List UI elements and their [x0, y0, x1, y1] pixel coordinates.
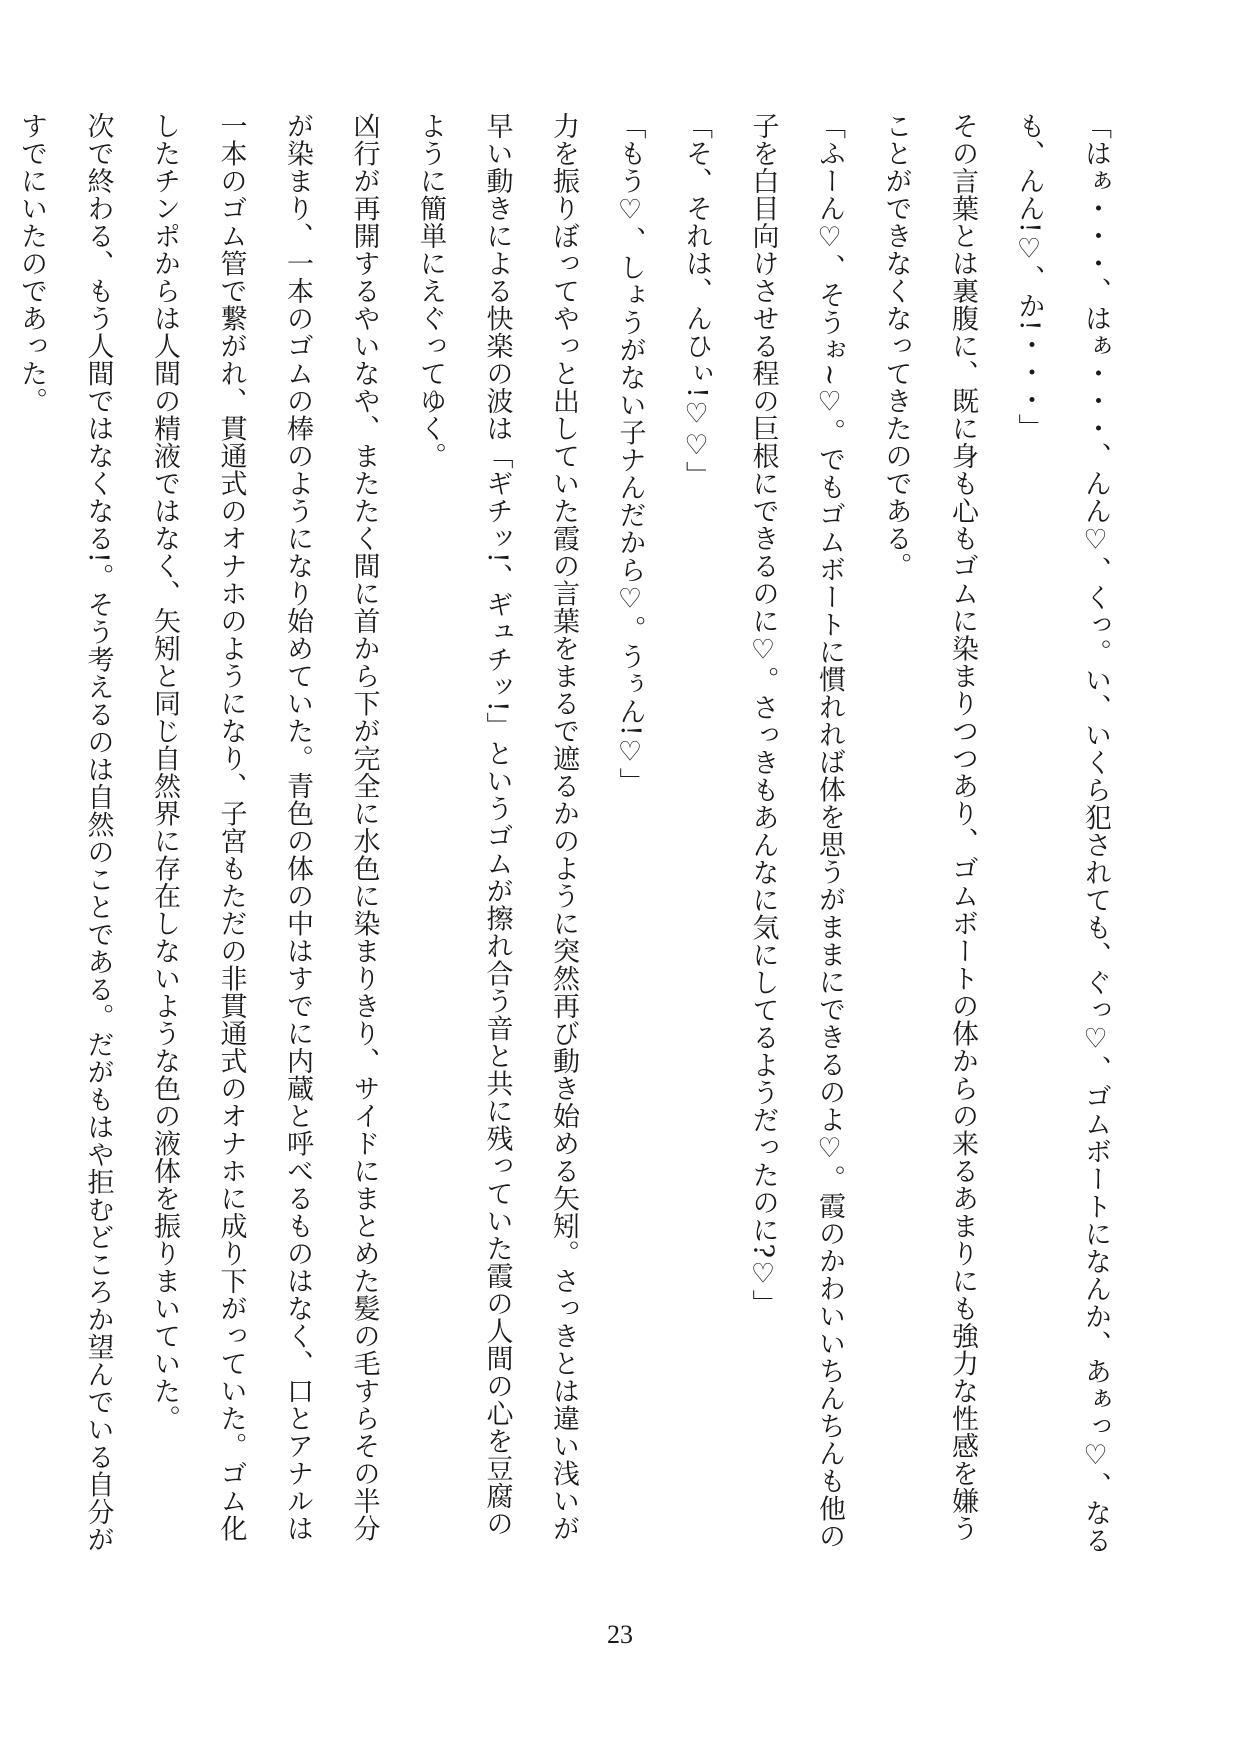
page-number: 23 — [607, 1620, 633, 1649]
paragraph-2: その言葉とは裏腹に、既に身も心もゴムに染まりつつあり、ゴムボートの体からの来るあまりにも強力な性感を嫌うことができなくなってきたのである。 — [880, 112, 978, 1542]
paragraph-7: 凶行が再開するやいなや、またたく間に首から下が完全に水色に染まりきり、サイドにまとめた髪の毛すらその半分が染まり、一本のゴムの棒のようになり始めていた。青色の体の中はすでに内蔵と呼べるものはなく、口とアナルは一本のゴム管で繋がれ、貫通式のオナホのようになり、子宮もただの非貫通式のオナホに成り下がっていた。ゴム化したチンポからは人間の精液ではなく、矢矧と同じ自然界に存在しないような色の液体を振りまいていた。 — [149, 112, 380, 1542]
paragraph-1: 「はぁ・・・、はぁ・・・、んん♡、くっ。い、いくら犯されても、ぐっ♡、ゴムボートになんか、あぁっ♡、なるも、んん!♡、か!・・・」 — [1013, 112, 1111, 1554]
paragraph-4: 「そ、それは、んひぃ!♡♡」 — [681, 112, 712, 489]
paragraph-8: 次で終わる、もう人間ではなくなる!。そう考えるのは自然のことである。だがもはや拒むどころか望んでいる自分がすでにいたのであった。 — [16, 112, 114, 1554]
vertical-text-body — [16, 112, 1128, 1562]
paragraph-3: 「ふーん♡、そうぉ~♡。でもゴムボートに慣れれば体を思うがままにできるのよ♡。霞のかわいいちんちんも他の子を白目向けさせる程の巨根にできるのに♡。さっきもあんなに気にしてるようだったのに?♡」 — [747, 112, 845, 1550]
paragraph-6: 力を振りぼってやっと出していた霞の言葉をまるで遮るかのように突然再び動き始める矢矧。さっきとは違い浅いが早い動きによる快楽の波は「ギチッ!、ギュチッ!」というゴムが擦れ合う音と共に残っていた霞の人間の心を豆腐のように簡単にえぐってゆく。 — [415, 112, 579, 1542]
paragraph-5: 「もう♡、しょうがない子ナんだから♡。うぅん!♡」 — [614, 112, 646, 796]
